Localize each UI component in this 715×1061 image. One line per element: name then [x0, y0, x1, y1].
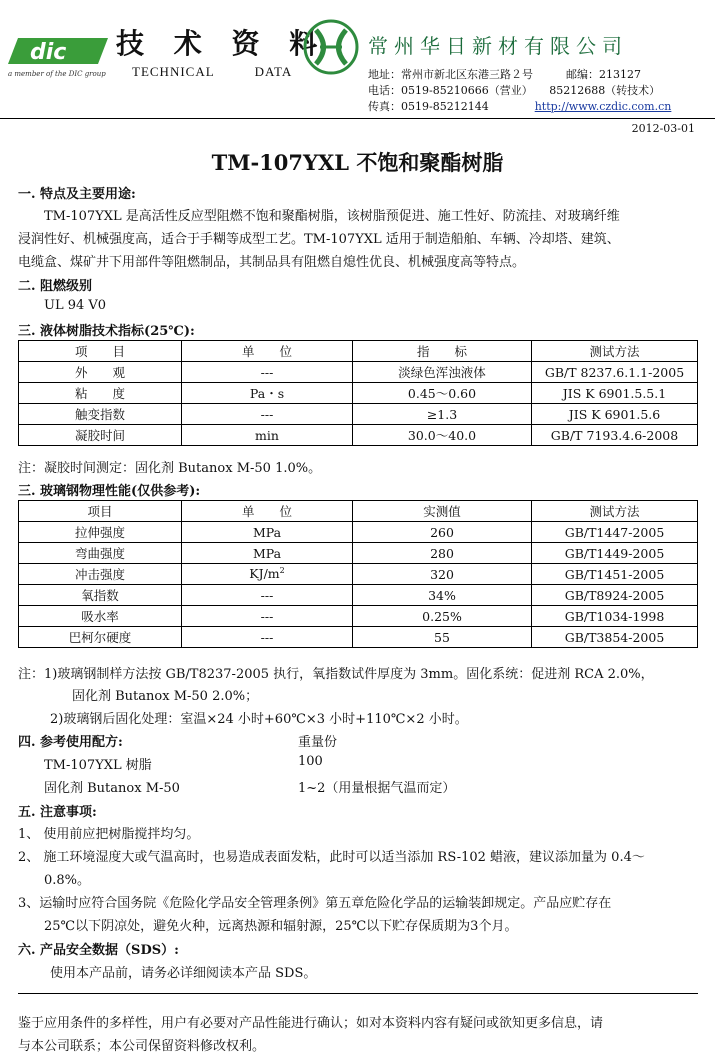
section-notes-heading: 五. 注意事项: [18, 805, 97, 820]
cell: 260 [353, 522, 532, 543]
cell: JIS K 6901.5.5.1 [532, 383, 698, 404]
table-header-row [19, 341, 698, 362]
cell: 淡绿色浑浊液体 [353, 362, 532, 383]
doc-title: TM-107YXL 不饱和聚酯树脂 [211, 150, 504, 175]
table-row [19, 383, 698, 404]
section-formula-heading: 四. 参考使用配方: [18, 735, 123, 750]
table-row [19, 362, 698, 383]
company-address: 地址：常州市新北区东港三路２号 邮编：213127 [368, 68, 641, 81]
cell: ≥1.3 [353, 404, 532, 425]
formula-item-amount: 1~2（用量根据气温而定） [298, 781, 456, 796]
technical-subtitle: TECHNICAL DATA [132, 64, 293, 79]
cell: 34% [353, 585, 532, 606]
cell: 粘 度 [19, 383, 182, 404]
website-link[interactable]: http://www.czdic.com.cn [534, 100, 672, 113]
frp-note: 注：1)玻璃钢制样方法按 GB/T8237-2005 执行，氧指数试件厚度为 3mm。固化系统：促进剂 RCA 2.0%， [18, 667, 654, 682]
cell: GB/T1449-2005 [532, 543, 698, 564]
formula-col-header: 重量份 [298, 735, 338, 750]
table-row [19, 543, 698, 564]
cell: 外 观 [19, 362, 182, 383]
sds-text: 使用本产品前，请务必详细阅读本产品 SDS。 [50, 966, 317, 981]
section-frp-heading: 三. 玻璃钢物理性能(仅供参考): [18, 484, 201, 499]
table-row [19, 404, 698, 425]
company-phone: 电话：0519-85210666（营业） 85212688（转技术） [368, 84, 661, 97]
notice-item: 2、 施工环境湿度大或气温高时，也易造成表面发粘，此时可以适当添加 RS-102 蜡液，建议添加量为 0.4～ [18, 850, 645, 865]
company-name: 常州华日新材有限公司 [368, 34, 628, 58]
section-flame-heading: 二. 阻燃级别 [18, 279, 93, 294]
features-line: TM-107YXL 是高活性反应型阻燃不饱和聚酯树脂，该树脂预促进、施工性好、防流挂、对玻璃纤维 [44, 209, 620, 224]
table-row [19, 564, 698, 585]
technical-data-title: 技 术 资 料 [116, 27, 328, 60]
cell: --- [182, 362, 353, 383]
cell: 吸水率 [19, 606, 182, 627]
cell: MPa [182, 543, 353, 564]
cell: 触变指数 [19, 404, 182, 425]
huari-logo-icon [302, 18, 360, 76]
gel-time-note: 注：凝胶时间测定：固化剂 Butanox M-50 1.0%。 [18, 461, 322, 476]
cell: 55 [353, 627, 532, 648]
table-row [19, 425, 698, 446]
cell: 弯曲强度 [19, 543, 182, 564]
doc-date: 2012-03-01 [631, 122, 695, 135]
cell: 氧指数 [19, 585, 182, 606]
cell: $KJ/m^2$ [182, 564, 353, 585]
frp-note: 2)玻璃钢后固化处理：室温×24 小时+60℃×3 小时+110℃×2 小时。 [50, 712, 468, 727]
cell: 280 [353, 543, 532, 564]
notice-item: 25℃以下阴凉处，避免火种，远离热源和辐射源，25℃以下贮存保质期为3个月。 [44, 919, 518, 934]
col-header: 单 位 [182, 501, 353, 522]
table-row [19, 522, 698, 543]
cell: JIS K 6901.5.6 [532, 404, 698, 425]
col-header: 测试方法 [532, 501, 698, 522]
dic-logo [8, 36, 108, 66]
formula-item-name: TM-107YXL 树脂 [44, 758, 152, 773]
cell: --- [182, 606, 353, 627]
cell: Pa・s [182, 383, 353, 404]
cell: --- [182, 585, 353, 606]
cell: GB/T 8237.6.1.1-2005 [532, 362, 698, 383]
cell: 30.0～40.0 [353, 425, 532, 446]
cell: 0.25% [353, 606, 532, 627]
cell: GB/T8924-2005 [532, 585, 698, 606]
notice-item: 3、运输时应符合国务院《危险化学品安全管理条例》第五章危险化学品的运输装卸规定。产品应贮存在 [18, 896, 612, 911]
section-sds-heading: 六. 产品安全数据（SDS）: [18, 943, 179, 958]
liquid-spec-table [18, 340, 698, 446]
header-divider [0, 118, 715, 119]
cell: 巴柯尔硬度 [19, 627, 182, 648]
cell: GB/T1451-2005 [532, 564, 698, 585]
disclaimer-line: 与本公司联系；本公司保留资料修改权利。 [18, 1039, 266, 1054]
company-fax-web: 传真：0519-85212144 http://www.czdic.com.cn [368, 100, 672, 113]
table-row [19, 606, 698, 627]
notice-item: 0.8%。 [44, 873, 91, 888]
col-header: 单 位 [182, 341, 353, 362]
col-header: 项目 [19, 501, 182, 522]
cell: 凝胶时间 [19, 425, 182, 446]
cell: --- [182, 404, 353, 425]
cell: --- [182, 627, 353, 648]
notice-item: 1、 使用前应把树脂搅拌均匀。 [18, 827, 200, 842]
col-header: 测试方法 [532, 341, 698, 362]
cell: GB/T3854-2005 [532, 627, 698, 648]
cell: GB/T 7193.4.6-2008 [532, 425, 698, 446]
cell: GB/T1034-1998 [532, 606, 698, 627]
logo-caption: a member of the DIC group [8, 70, 106, 78]
footer-divider [18, 993, 698, 994]
frp-note: 固化剂 Butanox M-50 2.0%； [72, 689, 259, 704]
cell: 320 [353, 564, 532, 585]
features-line: 浸润性好、机械强度高，适合于手糊等成型工艺。TM-107YXL 适用于制造船舶、车辆、冷却塔、建筑、 [18, 232, 620, 247]
features-line: 电缆盒、煤矿井下用部件等阻燃制品，其制品具有阻燃自熄性优良、机械强度高等特点。 [18, 255, 526, 270]
formula-item-name: 固化剂 Butanox M-50 [44, 781, 180, 796]
cell: 0.45～0.60 [353, 383, 532, 404]
section-features-heading: 一. 特点及主要用途: [18, 187, 136, 202]
flame-rating: UL 94 V0 [44, 298, 107, 313]
formula-item-amount: 100 [298, 754, 323, 769]
cell: 冲击强度 [19, 564, 182, 585]
col-header: 项 目 [19, 341, 182, 362]
section-liquid-spec-heading: 三. 液体树脂技术指标(25℃): [18, 324, 195, 339]
disclaimer-line: 鉴于应用条件的多样性，用户有必要对产品性能进行确认；如对本资料内容有疑问或欲知更多信息，请 [18, 1016, 604, 1031]
cell: min [182, 425, 353, 446]
table-row [19, 627, 698, 648]
col-header: 指 标 [353, 341, 532, 362]
table-row [19, 585, 698, 606]
logo-text: dic [30, 40, 67, 65]
col-header: 实测值 [353, 501, 532, 522]
frp-properties-table [18, 500, 698, 648]
table-header-row [19, 501, 698, 522]
cell: MPa [182, 522, 353, 543]
cell: 拉伸强度 [19, 522, 182, 543]
cell: GB/T1447-2005 [532, 522, 698, 543]
